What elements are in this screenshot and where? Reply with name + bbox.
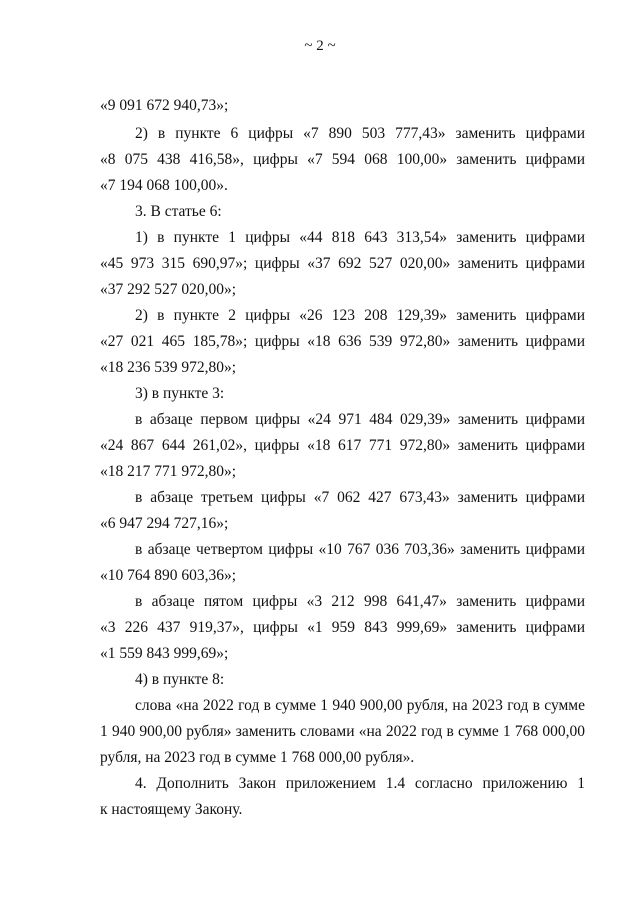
text-line: «37 292 527 020,00»; bbox=[100, 281, 237, 298]
text-line: 1 940 900,00 рубля» заменить словами «на 2022 год в сумме 1 768 000,00 bbox=[100, 723, 585, 740]
text-line: 1) в пункте 1 цифры «44 818 643 313,54» заменить цифрами bbox=[135, 229, 585, 246]
text-line: в абзаце третьем цифры «7 062 427 673,43» заменить цифрами bbox=[135, 489, 585, 506]
page-number: ~ 2 ~ bbox=[304, 38, 336, 54]
text-line: 3) в пункте 3: bbox=[135, 385, 225, 402]
text-line: 4) в пункте 8: bbox=[135, 671, 225, 688]
text-line: «7 194 068 100,00». bbox=[100, 177, 228, 194]
text-line: «3 226 437 919,37», цифры «1 959 843 999,69» заменить цифрами bbox=[100, 619, 585, 636]
text-line: «10 764 890 603,36»; bbox=[100, 567, 237, 584]
text-line: «1 559 843 999,69»; bbox=[100, 645, 229, 662]
text-line: «27 021 465 185,78»; цифры «18 636 539 972,80» заменить цифрами bbox=[100, 333, 585, 350]
text-line: слова «на 2022 год в сумме 1 940 900,00 рубля, на 2023 год в сумме bbox=[135, 697, 585, 714]
text-line: в абзаце четвертом цифры «10 767 036 703,36» заменить цифрами bbox=[135, 541, 585, 558]
text-line: 2) в пункте 6 цифры «7 890 503 777,43» заменить цифрами bbox=[135, 125, 585, 142]
text-line: в абзаце пятом цифры «3 212 998 641,47» заменить цифрами bbox=[135, 593, 585, 610]
text-line: «18 236 539 972,80»; bbox=[100, 359, 237, 376]
text-line: 2) в пункте 2 цифры «26 123 208 129,39» заменить цифрами bbox=[135, 307, 585, 324]
text-line: «18 217 771 972,80»; bbox=[100, 463, 237, 480]
text-line: «8 075 438 416,58», цифры «7 594 068 100,00» заменить цифрами bbox=[100, 151, 585, 168]
text-line: к настоящему Закону. bbox=[100, 801, 243, 818]
text-line: «9 091 672 940,73»; bbox=[100, 97, 229, 114]
text-line: «45 973 315 690,97»; цифры «37 692 527 020,00» заменить цифрами bbox=[100, 255, 585, 272]
text-line: «6 947 294 727,16»; bbox=[100, 515, 229, 532]
text-line: «24 867 644 261,02», цифры «18 617 771 972,80» заменить цифрами bbox=[100, 437, 585, 454]
text-line: рубля, на 2023 год в сумме 1 768 000,00 рубля». bbox=[100, 749, 415, 766]
text-line: 4. Дополнить Закон приложением 1.4 согласно приложению 1 bbox=[135, 775, 585, 792]
text-line: в абзаце первом цифры «24 971 484 029,39» заменить цифрами bbox=[135, 411, 585, 428]
text-line: 3. В статье 6: bbox=[135, 203, 222, 220]
